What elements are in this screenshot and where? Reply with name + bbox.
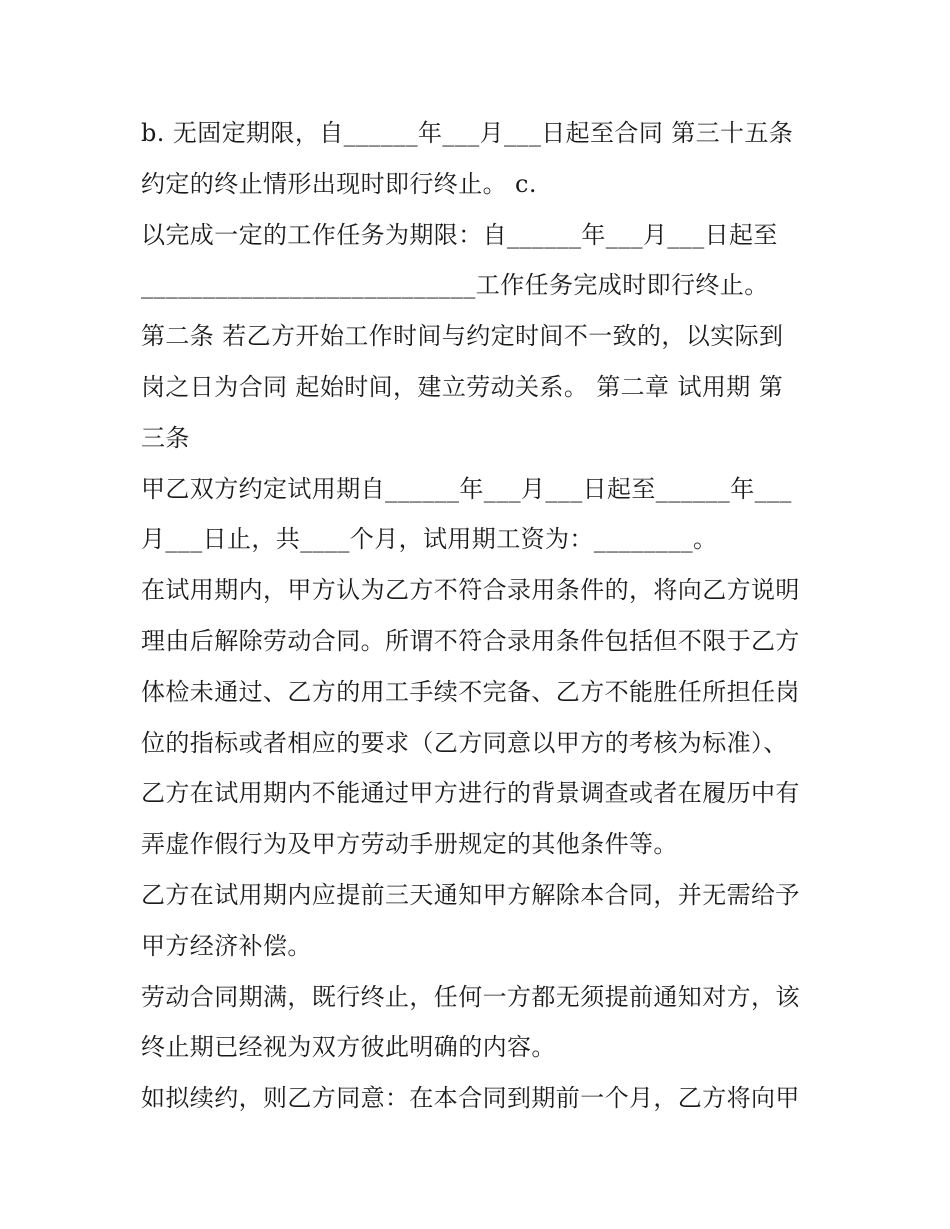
text-line: 岗之日为合同 起始时间，建立劳动关系。 第二章 试用期 第 (141, 372, 784, 401)
contract-text (141, 108, 841, 1124)
text-line: 理由后解除劳动合同。所谓不符合录用条件包括但不限于乙方 (141, 626, 800, 655)
text-line: 月___日止，共____个月，试用期工资为：________。 (141, 525, 718, 554)
text-line: 弄虚作假行为及甲方劳动手册规定的其他条件等。 (141, 830, 678, 859)
text-line: b. 无固定期限，自______年___月___日起至合同 第三十五条 (141, 119, 794, 147)
text-line: 终止期已经视为双方彼此明确的内容。 (141, 1033, 556, 1062)
text-line: 第二条 若乙方开始工作时间与约定时间不一致的，以实际到 (141, 322, 784, 351)
text-line: ___________________________工作任务完成时即行终止。 (141, 271, 769, 300)
text-line: 劳动合同期满，既行终止，任何一方都无须提前通知对方，该 (141, 982, 800, 1011)
text-line: 乙方在试用期内应提前三天通知甲方解除本合同，并无需给予 (141, 880, 800, 909)
text-line: 体检未通过、乙方的用工手续不完备、乙方不能胜任所担任岗 (141, 677, 800, 706)
text-line: 位的指标或者相应的要求（乙方同意以甲方的考核为标准）、 (141, 728, 788, 757)
text-line: 甲方经济补偿。 (141, 931, 312, 960)
text-line: 以完成一定的工作任务为期限：自______年___月___日起至 (141, 220, 778, 249)
text-line: 三条 (141, 423, 190, 452)
text-line: 约定的终止情形出现时即行终止。 c. (141, 169, 537, 198)
text-line: 如拟续约，则乙方同意：在本合同到期前一个月，乙方将向甲 (141, 1084, 800, 1113)
text-line: 在试用期内，甲方认为乙方不符合录用条件的，将向乙方说明 (141, 576, 800, 605)
text-line: 乙方在试用期内不能通过甲方进行的背景调查或者在履历中有 (141, 779, 800, 808)
text-line: 甲乙双方约定试用期自______年___月___日起至______年___ (141, 474, 792, 503)
